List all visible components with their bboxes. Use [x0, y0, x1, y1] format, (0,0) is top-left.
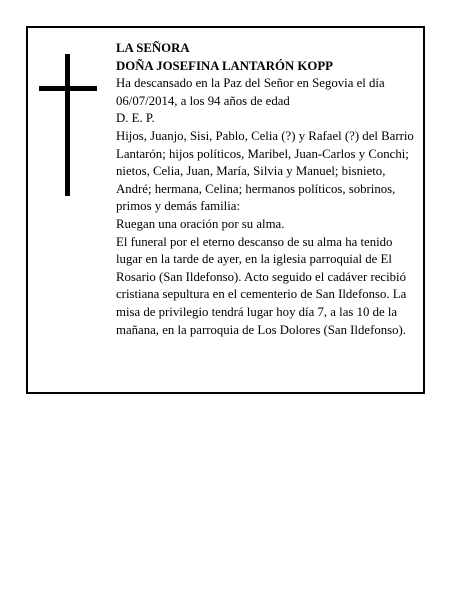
cross-vertical-bar	[65, 54, 70, 196]
dep-line: D. E. P.	[116, 111, 155, 126]
deceased-name: DOÑA JOSEFINA LANTARÓN KOPP	[116, 58, 333, 73]
obituary-notice	[26, 26, 425, 394]
prayer-request: Ruegan una oración por su alma.	[116, 216, 285, 231]
family-list: Hijos, Juanjo, Sisi, Pablo, Celia (?) y Rafael (?) del Barrio Lantarón; hijos políticos, Maribel, Juan-Carlos y Conchi; nietos, Celia, Juan, María, Silvia y Manuel; bisnieto, André; hermana, Celina; hermanos políticos, sobrinos, primos y demás familia:	[116, 128, 414, 214]
death-announcement: Ha descansado en la Paz del Señor en Segovia el día 06/07/2014, a los 94 años de edad	[116, 76, 385, 108]
obituary-text	[116, 40, 421, 339]
cross-icon	[39, 54, 97, 196]
notice-title: LA SEÑORA	[116, 41, 190, 55]
cross-horizontal-bar	[39, 86, 97, 91]
funeral-details: El funeral por el eterno descanso de su alma ha tenido lugar en la tarde de ayer, en la iglesia parroquial de El Rosario (San Ildefonso). Acto seguido el cadáver recibió cristiana sepultura en el cementerio de San Ildefonso. La misa de privilegio tendrá lugar hoy día 7, a las 10 de la mañana, en la parroquia de Los Dolores (San Ildefonso).	[116, 234, 407, 337]
